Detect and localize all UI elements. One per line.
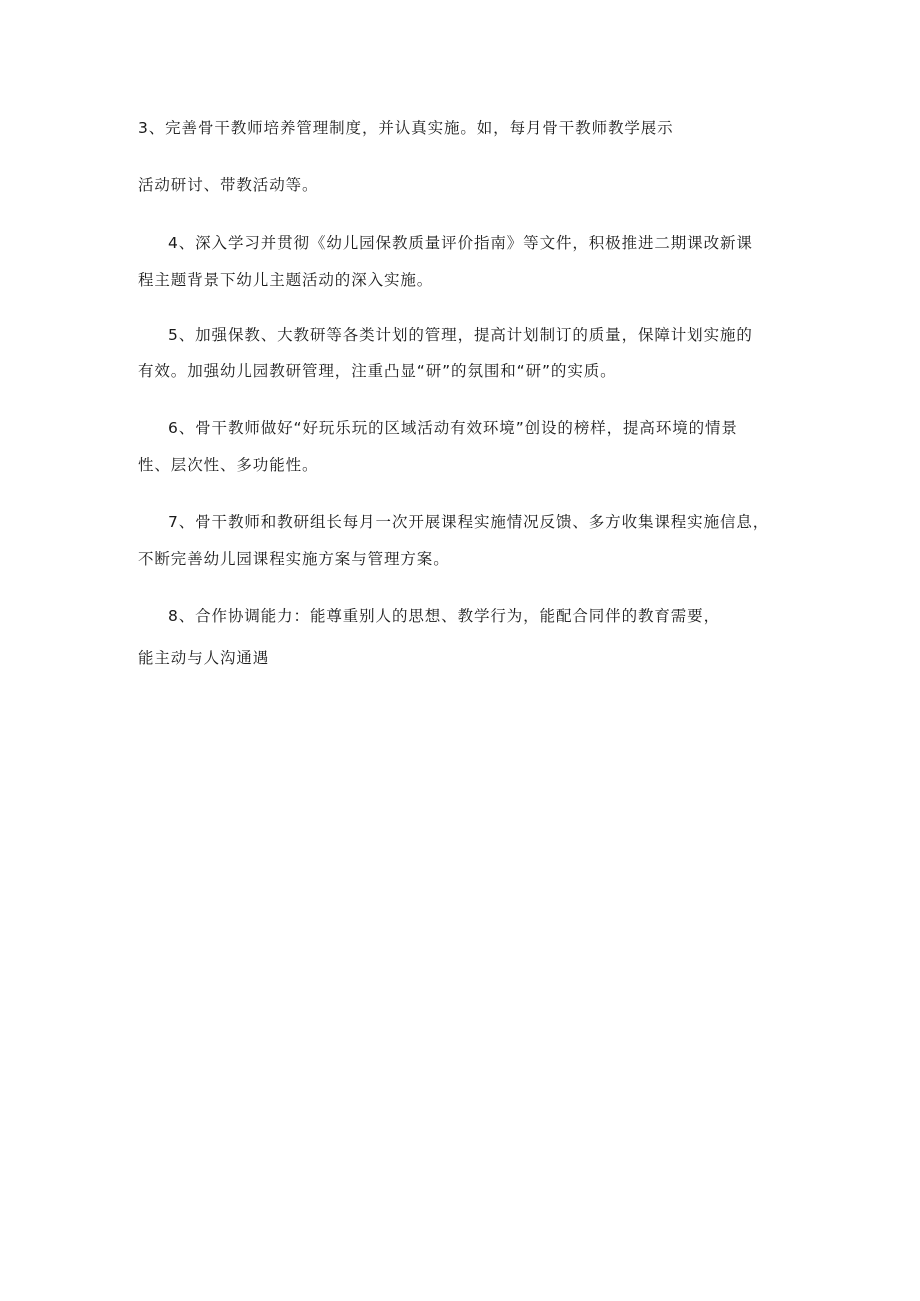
item-5-line-2: 有效。加强幼儿园教研管理，注重凸显“研”的氛围和“研”的实质。 [138, 362, 617, 380]
item-8-line-2: 能主动与人沟通遇 [138, 649, 270, 667]
item-7-line-2: 不断完善幼儿园课程实施方案与管理方案。 [138, 550, 450, 568]
item-3-line-2: 活动研讨、带教活动等。 [138, 176, 319, 194]
item-8-line-1: 8、合作协调能力：能尊重别人的思想、教学行为，能配合同伴的教育需要， [168, 607, 720, 625]
item-4-line-2: 程主题背景下幼儿主题活动的深入实施。 [138, 271, 434, 289]
item-6-line-1: 6、骨干教师做好“好玩乐玩的区域活动有效环境”创设的榜样，提高环境的情景 [168, 419, 738, 437]
item-7-line-1: 7、骨干教师和教研组长每月一次开展课程实施情况反馈、多方收集课程实施信息， [168, 513, 770, 531]
item-6-line-2: 性、层次性、多功能性。 [138, 456, 319, 474]
item-5-line-1: 5、加强保教、大教研等各类计划的管理，提高计划制订的质量，保障计划实施的 [168, 326, 753, 344]
item-3-line-1: 3、完善骨干教师培养管理制度，并认真实施。如，每月骨干教师教学展示 [138, 119, 674, 137]
item-4-line-1: 4、深入学习并贯彻《幼儿园保教质量评价指南》等文件，积极推进二期课改新课 [168, 234, 753, 252]
